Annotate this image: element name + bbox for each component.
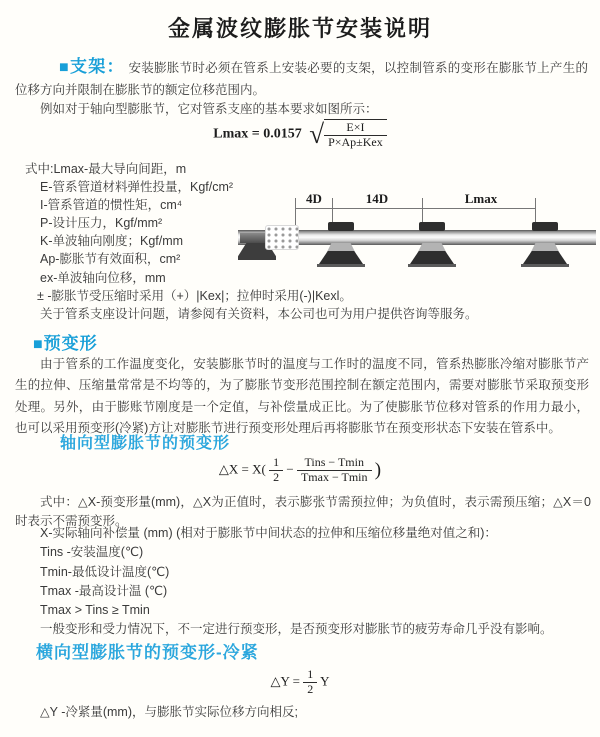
variable-line-tmax: Tmax -最高设计温 (℃) — [40, 583, 168, 598]
axial-formula-close-paren: ) — [374, 459, 382, 481]
axial-formula-temp-num: Tins − Tmin — [297, 456, 372, 471]
guide-support-icon — [317, 222, 365, 268]
support-baseplate-icon — [521, 264, 569, 267]
support-heading-label: 支架： — [69, 57, 125, 76]
support-clamp-icon — [419, 222, 445, 231]
page-title: 金属波纹膨胀节安装说明 — [167, 16, 432, 41]
axial-formula-minus: − — [286, 461, 294, 477]
support-section-paragraph — [15, 56, 588, 101]
support-clamp-icon — [328, 222, 354, 231]
dim-label-lmax: Lmax — [464, 191, 498, 206]
support-design-note: 关于管系支座设计问题，请参阅有关资料，本公司也可为用户提供咨询等服务。 — [40, 306, 478, 321]
sqrt-radical-symbol: √ — [309, 119, 325, 149]
lmax-formula-denominator: P×Ap±Kex — [328, 135, 383, 149]
variable-line-x: X-实际轴向补偿量 (mm) (相对于膨胀节中间状态的拉伸和压缩位移量绝对值之和)： — [40, 526, 497, 540]
guide-support-icon — [408, 222, 456, 268]
variable-line-tins: Tins -安装温度(℃) — [40, 545, 144, 560]
axial-predeform-formula — [0, 456, 600, 485]
definition-item: P-设计压力，Kgf/mm² — [40, 216, 163, 231]
predeform-section-heading — [33, 329, 98, 354]
temperature-inequality: Tmax > Tins ≥ Tmin — [40, 603, 150, 618]
guide-support-icon — [521, 222, 569, 268]
predeform-general-note: 一般变形和受力情况下，不一定进行预变形，是否预变形对膨胀节的疲劳寿命几乎没有影响。 — [40, 622, 553, 637]
axial-formula-temp-den: Tmax − Tmin — [300, 469, 368, 484]
lateral-formula-den: 2 — [307, 681, 314, 696]
anchor-support-icon — [240, 233, 265, 243]
dim-label-4d: 4D — [306, 191, 322, 206]
plusminus-rule-line: ± -膨胀节受压缩时采用（+）|Kex|；拉伸时采用(-)|Kexl。 — [37, 288, 352, 303]
lmax-formula — [0, 119, 600, 150]
support-baseplate-icon — [408, 264, 456, 267]
definition-item: E-管系管道材料弹性投量，Kgf/cm² — [40, 180, 234, 195]
section-square-icon: ■ — [59, 59, 70, 76]
support-example-text: 例如对于轴向型膨胀节，它对管系支座的基本要求如图所示： — [40, 102, 378, 116]
pipe-support-diagram — [238, 190, 598, 280]
axial-where-paragraph: 式中：△X-预变形量(mm)，△X为正值时，表示膨张节需预拉伸；为负值时，表示需预压缩；△X＝0时表示不需预变形。 — [15, 495, 591, 528]
cold-tightening-note: △Y -冷紧量(mm)，与膨胀节实际位移方向相反; — [40, 705, 298, 719]
support-base-icon — [319, 251, 363, 264]
predeform-heading-label: 预变形 — [43, 334, 98, 353]
definition-item: Ap-膨胀节有效面积，cm² — [40, 252, 181, 267]
lmax-formula-lhs: Lmax = 0.0157 — [213, 126, 302, 142]
bellows-expansion-joint-icon — [265, 225, 299, 250]
lmax-formula-numerator: E×I — [324, 121, 387, 136]
definitions-lead-line: 式中:Lmax-最大导向间距，m — [25, 162, 187, 176]
lateral-formula-num: 1 — [303, 668, 317, 683]
support-clamp-icon — [532, 222, 558, 231]
axial-variable-list — [15, 524, 591, 640]
support-intro-text: 安装膨胀节时必须在管系上安装必要的支架，以控制管系的变形在膨胀节上产生的位移方向并限制在膨胀节的额定位移范围内。 — [15, 61, 588, 97]
definition-item: I-管系管道的惯性矩，cm⁴ — [40, 198, 183, 213]
axial-formula-half-num: 1 — [269, 456, 283, 471]
section-square-icon: ■ — [33, 336, 44, 353]
variable-line-tmin: Tmin-最低设计温度(℃) — [40, 564, 170, 579]
lateral-formula-rhs: Y — [320, 673, 330, 689]
dim-label-14d: 14D — [365, 191, 389, 206]
predeform-body-paragraph: 由于管系的工作温度变化，安装膨胀节时的温度与工作时的温度不同，管系热膨胀冷缩对膨胀节产生的拉伸、压缩量常常是不均等的，为了膨胀节变形范围控制在额定范围内，需要对膨胀节采取预变形处理。另外，由于膨账节刚度是一个定值，与补偿量成正比。为了使膨胀节位移对管系的作用力最小，也可以采用预变形(冷紧)方让对膨胀节进行预变形处理后再将膨胀节在预变形状态下安装在管系中。 — [15, 357, 589, 435]
definition-item: ex-单波轴向位移，mm — [40, 270, 166, 285]
axial-formula-lhs: △X = X( — [218, 461, 266, 477]
dimension-line — [295, 208, 535, 209]
support-section-heading — [59, 57, 125, 76]
support-base-icon — [410, 251, 454, 264]
definition-item: K-单波轴向刚度；Kgf/mm — [40, 234, 184, 249]
support-base-icon — [523, 251, 567, 264]
lateral-predeform-subheading: 横向型膨胀节的预变形-冷紧 — [36, 643, 259, 662]
lateral-formula-lhs: △Y = — [270, 673, 301, 689]
axial-formula-half-den: 2 — [273, 469, 280, 484]
support-baseplate-icon — [317, 264, 365, 267]
axial-predeform-subheading: 轴向型膨胀节的预变形 — [60, 435, 231, 452]
lateral-predeform-formula — [0, 668, 600, 697]
